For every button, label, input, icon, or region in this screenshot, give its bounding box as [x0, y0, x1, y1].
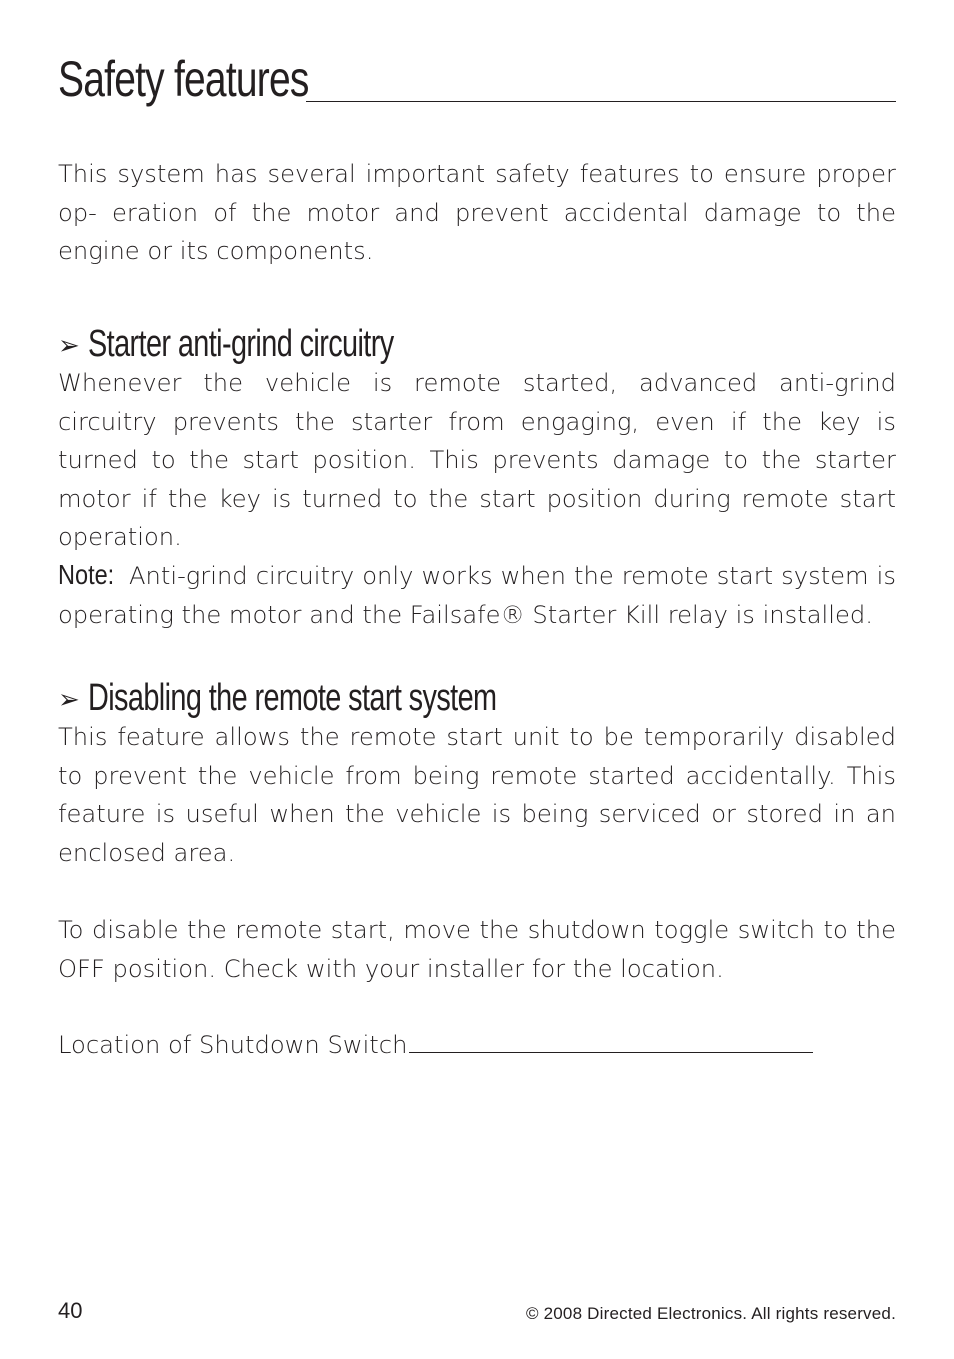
page-number: 40: [58, 1298, 83, 1323]
location-blank-field[interactable]: [409, 1026, 813, 1053]
note-label: Note:: [58, 559, 115, 590]
arrowhead-bullet-icon: ➢: [58, 685, 80, 715]
intro-text: This system has several important safety features to ensure proper op- eration of the motor and prevent accidental damage to the engine or its components.: [58, 160, 896, 265]
anti-grind-paragraph: [58, 364, 896, 557]
section-heading-anti-grind: [58, 319, 896, 363]
arrowhead-bullet-icon: ➢: [58, 331, 80, 361]
anti-grind-text: Whenever the vehicle is remote started, advanced anti-grind circuitry prevents the starter from engaging, even if the key is turned to the start position. This prevents damage to the starter motor if the key is turned to the start position during remote start operation.: [58, 369, 896, 551]
note-text: Anti-grind circuitry only works when the remote start system is operating the motor and the Failsafe® Starter Kill relay is installed.: [58, 562, 896, 629]
intro-paragraph: [58, 155, 896, 271]
disabling-paragraph: [58, 718, 896, 872]
page-title-row: [58, 51, 896, 107]
title-rule: [306, 101, 896, 102]
page-footer: [58, 1294, 896, 1324]
instruction-text: To disable the remote start, move the shutdown toggle switch to the OFF position. Check with your installer for the location.: [58, 916, 896, 983]
page-title: Safety features: [58, 51, 309, 107]
section-heading-text: Starter anti-grind circuitry: [87, 323, 394, 365]
section-heading-disabling: [58, 673, 896, 717]
section-heading-text: Disabling the remote start system: [87, 677, 497, 719]
location-line: [58, 1026, 896, 1065]
note-paragraph: [58, 556, 896, 634]
instruction-paragraph: [58, 911, 896, 988]
copyright-notice: © 2008 Directed Electronics. All rights reserved.: [525, 1304, 896, 1323]
location-label: Location of Shutdown Switch: [58, 1031, 408, 1059]
disabling-text: This feature allows the remote start unit to be temporarily disabled to prevent the vehicle from being remote started accidentally. This feature is useful when the vehicle is being serviced or stored in an enclosed area.: [58, 723, 896, 867]
